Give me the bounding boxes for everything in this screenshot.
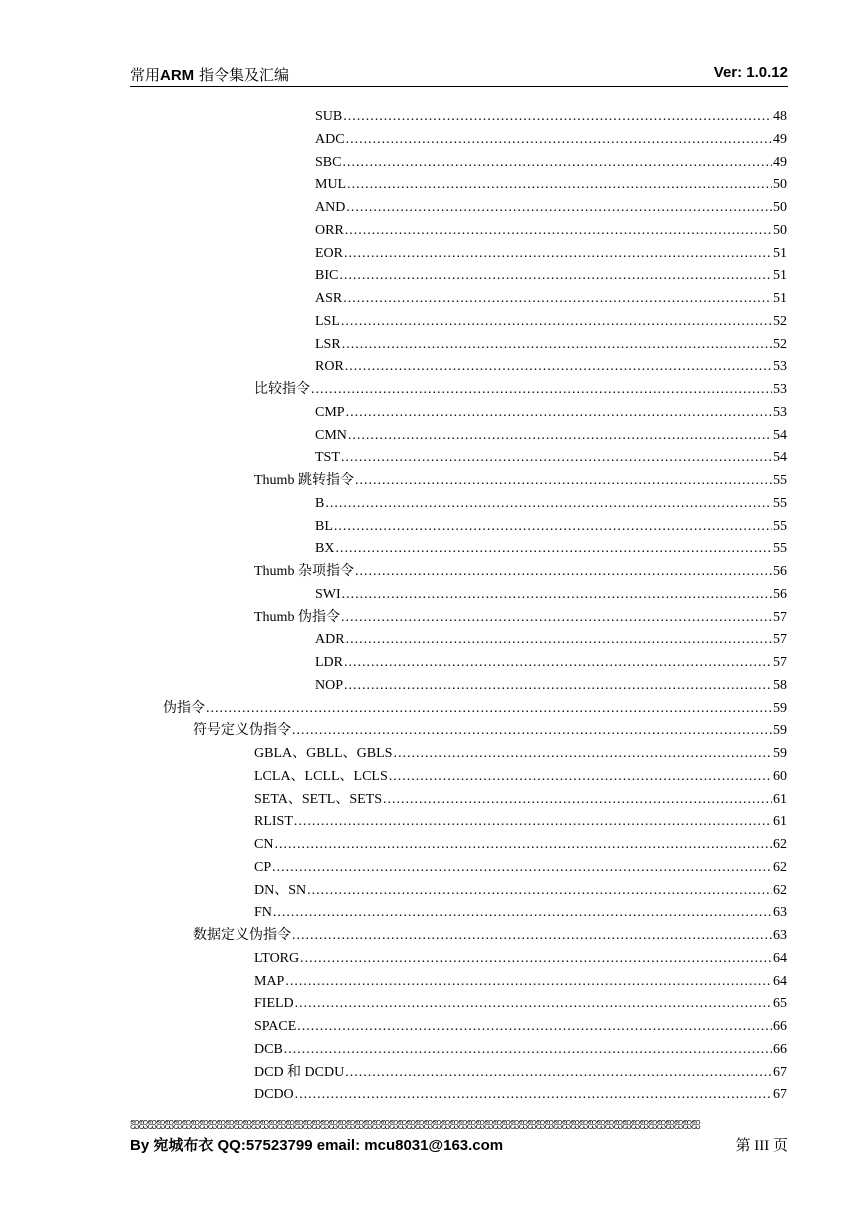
toc-leader-dots — [297, 1016, 772, 1038]
toc-leader-dots — [311, 379, 772, 401]
toc-entry[interactable] — [315, 652, 787, 674]
toc-entry-label: B — [315, 495, 325, 511]
toc-leader-dots — [348, 425, 772, 447]
toc-entry-page: 49 — [773, 154, 787, 170]
toc-entry-label: TST — [315, 450, 340, 466]
toc-entry-page: 51 — [773, 268, 787, 284]
toc-entry-label: SUB — [315, 109, 343, 124]
document-title — [130, 64, 289, 85]
toc-leader-dots — [274, 834, 772, 856]
toc-entry-label: ADR — [315, 632, 345, 648]
toc-entry[interactable] — [315, 106, 787, 128]
toc-leader-dots — [295, 1084, 772, 1106]
page-number: 第 III 页 — [735, 1138, 788, 1154]
toc-entry[interactable] — [315, 629, 787, 651]
toc-entry[interactable] — [315, 265, 787, 287]
toc-entry-page: 51 — [773, 291, 787, 306]
toc-entry-label: BL — [315, 518, 333, 534]
toc-leader-dots — [346, 129, 772, 151]
toc-entry[interactable] — [163, 698, 787, 720]
toc-leader-dots — [325, 493, 772, 515]
toc-entry[interactable] — [254, 834, 787, 856]
toc-entry-label: Thumb 伪指令 — [254, 609, 340, 625]
toc-entry-label: LCLA、LCLL、LCLS — [254, 768, 388, 784]
toc-leader-dots — [343, 106, 772, 128]
toc-entry-label: CN — [254, 837, 274, 852]
toc-entry[interactable] — [315, 402, 787, 424]
toc-entry[interactable] — [254, 470, 787, 492]
toc-entry-page: 57 — [773, 655, 787, 670]
toc-entry-page: 63 — [773, 905, 787, 921]
toc-entry-page: 55 — [773, 495, 787, 511]
toc-leader-dots — [342, 584, 772, 606]
toc-entry-label: EOR — [315, 245, 343, 261]
toc-leader-dots — [347, 174, 772, 196]
toc-entry-label: FIELD — [254, 996, 294, 1012]
toc-entry-label: SBC — [315, 154, 342, 170]
toc-leader-dots — [355, 561, 772, 583]
toc-leader-dots — [334, 516, 772, 538]
toc-leader-dots — [292, 720, 772, 742]
toc-entry-label: FN — [254, 905, 272, 921]
toc-entry[interactable] — [254, 1084, 787, 1106]
toc-leader-dots — [344, 243, 772, 265]
toc-entry-label: 符号定义伪指令 — [193, 723, 291, 739]
toc-entry-page: 56 — [773, 564, 787, 579]
version-label: Ver: 1.0.12 — [713, 64, 788, 81]
toc-entry-page: 65 — [773, 996, 787, 1012]
toc-leader-dots — [272, 857, 772, 879]
toc-entry-label: BX — [315, 541, 335, 557]
toc-entry[interactable] — [254, 880, 787, 902]
toc-entry-page: 63 — [773, 928, 787, 943]
toc-entry-page: 58 — [773, 677, 787, 693]
toc-leader-dots — [307, 880, 772, 902]
toc-entry-label: DCB — [254, 1041, 283, 1057]
toc-entry-page: 59 — [773, 746, 787, 761]
toc-entry[interactable] — [315, 516, 787, 538]
toc-entry-page: 49 — [773, 131, 787, 147]
footer-ornament: ஐஐஐஐஐஐஐஐஐஐஐஐஐஐஐஐஐஐஐஐஐஐஐஐஐஐஐஐஐஐஐஐஐஐஐஐஐஐஐஐஐஐஐஐஐஐஐஐஐஐஐஐஐஐஐஐஐஐஐஐஐஐஐஐஐஐ — [130, 1115, 700, 1129]
toc-entry-label: LDR — [315, 655, 343, 670]
toc-entry-page: 55 — [773, 473, 787, 488]
toc-entry-label: 数据定义伪指令 — [193, 928, 291, 943]
toc-entry[interactable] — [254, 766, 787, 788]
toc-entry-page: 62 — [773, 859, 787, 875]
toc-entry[interactable] — [315, 447, 787, 469]
toc-entry[interactable] — [254, 607, 787, 629]
toc-entry-label: LSR — [315, 336, 341, 352]
toc-entry-label: LTORG — [254, 950, 300, 966]
toc-leader-dots — [341, 607, 772, 629]
toc-entry-page: 54 — [773, 450, 787, 466]
toc-leader-dots — [346, 197, 772, 219]
toc-entry[interactable] — [254, 1039, 787, 1061]
toc-entry[interactable] — [254, 948, 787, 970]
toc-leader-dots — [342, 334, 772, 356]
toc-leader-dots — [345, 1062, 772, 1084]
toc-entry-label: BIC — [315, 268, 339, 284]
toc-entry-page: 62 — [773, 882, 787, 898]
toc-leader-dots — [284, 1039, 772, 1061]
toc-leader-dots — [285, 971, 772, 993]
toc-entry-page: 67 — [773, 1064, 787, 1080]
title-bold: ARM — [160, 67, 195, 84]
toc-entry-label: ADC — [315, 131, 345, 147]
toc-entry-page: 67 — [773, 1087, 787, 1103]
toc-entry-label: GBLA、GBLL、GBLS — [254, 746, 393, 761]
toc-entry[interactable] — [193, 720, 787, 742]
toc-entry-label: 伪指令 — [163, 700, 205, 716]
toc-entry-label: CP — [254, 859, 272, 875]
toc-entry-label: Thumb 杂项指令 — [254, 564, 354, 579]
toc-entry[interactable] — [315, 220, 787, 242]
page-header — [130, 62, 788, 87]
toc-entry[interactable] — [315, 288, 787, 310]
toc-entry-page: 57 — [773, 632, 787, 648]
toc-leader-dots — [295, 993, 772, 1015]
toc-entry[interactable] — [254, 743, 787, 765]
toc-entry[interactable] — [254, 379, 787, 401]
toc-entry[interactable] — [315, 334, 787, 356]
toc-entry-page: 53 — [773, 382, 787, 397]
toc-leader-dots — [383, 789, 772, 811]
toc-leader-dots — [341, 311, 772, 333]
toc-entry[interactable] — [193, 925, 787, 947]
toc-entry-page: 52 — [773, 336, 787, 352]
toc-entry-page: 53 — [773, 404, 787, 420]
toc-leader-dots — [346, 402, 772, 424]
toc-entry[interactable] — [254, 1062, 787, 1084]
toc-entry-page: 60 — [773, 768, 787, 784]
page-footer — [130, 1134, 788, 1158]
toc-entry-page: 55 — [773, 541, 787, 557]
toc-entry[interactable] — [315, 152, 787, 174]
toc-leader-dots — [292, 925, 772, 947]
toc-entry-page: 54 — [773, 427, 787, 443]
toc-entry-page: 61 — [773, 814, 787, 830]
toc-entry-label: CMN — [315, 427, 347, 443]
toc-entry[interactable] — [254, 902, 787, 924]
toc-entry-page: 64 — [773, 973, 787, 989]
toc-leader-dots — [206, 698, 772, 720]
toc-leader-dots — [300, 948, 772, 970]
toc-entry-page: 57 — [773, 609, 787, 625]
toc-leader-dots — [341, 447, 772, 469]
toc-entry-page: 66 — [773, 1041, 787, 1057]
toc-entry-page: 56 — [773, 586, 787, 602]
toc-entry-label: 比较指令 — [254, 382, 310, 397]
toc-entry-label: DCDO — [254, 1087, 294, 1103]
toc-entry-label: MUL — [315, 177, 347, 193]
toc-entry-page: 64 — [773, 950, 787, 966]
toc-entry[interactable] — [315, 493, 787, 515]
toc-entry[interactable] — [254, 811, 787, 833]
toc-entry-page: 50 — [773, 200, 787, 215]
toc-entry-label: RLIST — [254, 814, 293, 830]
toc-entry-page: 66 — [773, 1019, 787, 1034]
toc-leader-dots — [345, 220, 772, 242]
toc-leader-dots — [345, 356, 772, 378]
toc-entry-label: ORR — [315, 222, 344, 238]
toc-entry-label: MAP — [254, 973, 285, 989]
toc-entry[interactable] — [315, 425, 787, 447]
toc-entry-page: 59 — [773, 723, 787, 739]
toc-entry[interactable] — [254, 971, 787, 993]
toc-entry[interactable] — [254, 993, 787, 1015]
toc-leader-dots — [342, 152, 772, 174]
toc-entry-label: SETA、SETL、SETS — [254, 791, 382, 807]
toc-leader-dots — [339, 265, 772, 287]
toc-entry[interactable] — [315, 675, 787, 697]
toc-entry-label: SWI — [315, 586, 341, 602]
toc-entry-label: Thumb 跳转指令 — [254, 473, 354, 488]
toc-leader-dots — [335, 538, 772, 560]
toc-entry-label: LSL — [315, 313, 340, 329]
title-prefix: 常用 — [130, 66, 161, 84]
toc-entry[interactable] — [254, 789, 787, 811]
toc-entry[interactable] — [315, 197, 787, 219]
author-contact: By 宛城布衣 QQ:57523799 email: mcu8031@163.com — [130, 1137, 504, 1154]
toc-leader-dots — [344, 675, 772, 697]
toc-leader-dots — [344, 652, 772, 674]
toc-entry[interactable] — [315, 538, 787, 560]
toc-entry-label: AND — [315, 200, 346, 215]
toc-entry[interactable] — [315, 584, 787, 606]
toc-entry-page: 55 — [773, 518, 787, 534]
toc-entry[interactable] — [254, 1016, 787, 1038]
toc-entry-page: 62 — [773, 837, 787, 852]
toc-entry-page: 48 — [773, 109, 787, 124]
title-suffix: 指令集及汇编 — [194, 66, 289, 84]
toc-leader-dots — [294, 811, 772, 833]
toc-entry-label: SPACE — [254, 1019, 297, 1034]
toc-entry-page: 61 — [773, 791, 787, 807]
toc-entry[interactable] — [315, 356, 787, 378]
toc-leader-dots — [273, 902, 772, 924]
toc-entry-label: NOP — [315, 677, 344, 693]
toc-entry[interactable] — [315, 243, 787, 265]
toc-entry-page: 50 — [773, 177, 787, 193]
toc-leader-dots — [343, 288, 772, 310]
toc-entry-page: 50 — [773, 222, 787, 238]
toc-entry-page: 52 — [773, 313, 787, 329]
toc-leader-dots — [346, 629, 772, 651]
toc-leader-dots — [393, 743, 772, 765]
toc-entry-label: DN、SN — [254, 882, 307, 898]
toc-entry-label: CMP — [315, 404, 345, 420]
toc-entry-page: 51 — [773, 245, 787, 261]
toc-entry-label: DCD 和 DCDU — [254, 1064, 345, 1080]
toc-entry-page: 59 — [773, 700, 787, 716]
toc-entry[interactable] — [254, 857, 787, 879]
toc-entry-label: ASR — [315, 291, 343, 306]
toc-entry-label: ROR — [315, 359, 344, 375]
toc-leader-dots — [355, 470, 772, 492]
toc-leader-dots — [389, 766, 772, 788]
toc-entry-page: 53 — [773, 359, 787, 375]
toc-entry[interactable] — [315, 129, 787, 151]
toc-entry[interactable] — [315, 174, 787, 196]
toc-entry[interactable] — [254, 561, 787, 583]
toc-entry[interactable] — [315, 311, 787, 333]
